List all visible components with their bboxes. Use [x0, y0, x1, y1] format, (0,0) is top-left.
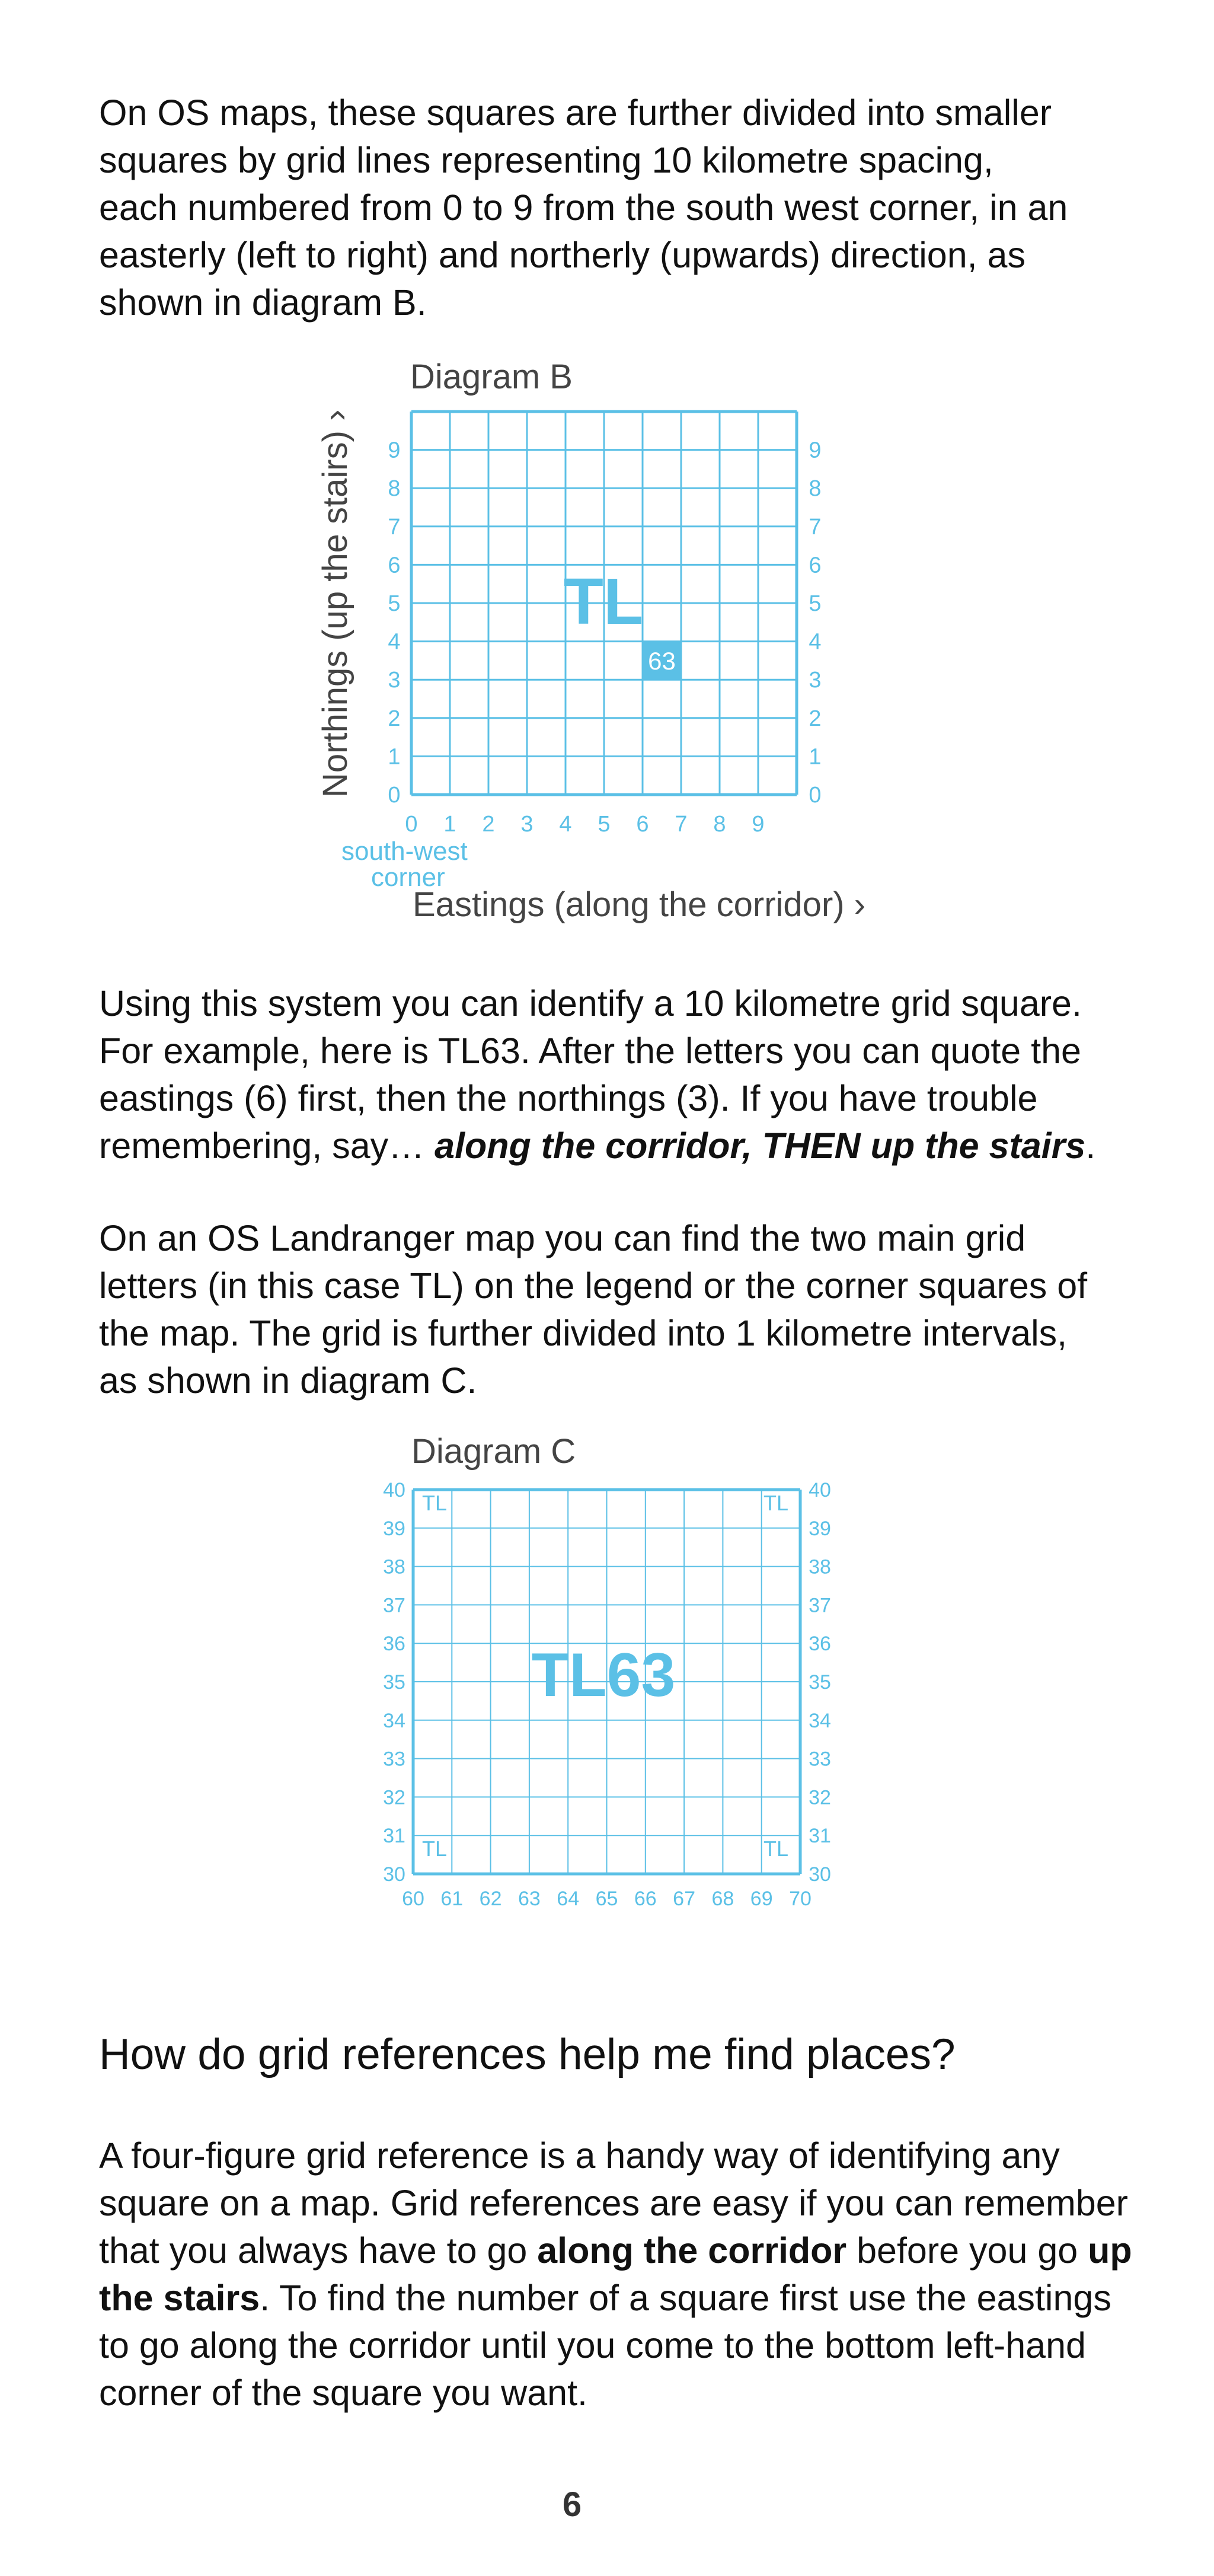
y-tick-label: 0: [388, 783, 401, 808]
text-line: [99, 2274, 1130, 2322]
y-tick-label: 32: [383, 1786, 405, 1809]
y-tick-label: 38: [383, 1555, 405, 1579]
x-tick-label: 61: [440, 1888, 464, 1910]
x-tick-label: 1: [443, 812, 456, 837]
y-tick-label: 8: [809, 476, 822, 502]
text-line: For example, here is TL63. After the letters you can quote the: [99, 1031, 1081, 1071]
y-axis-label: Northings (up the stairs) ›: [316, 409, 354, 798]
y-tick-label: 7: [388, 514, 401, 540]
text-line: as shown in diagram C.: [99, 1360, 477, 1401]
grid-reference-label: TL63: [531, 1641, 676, 1710]
y-tick-label: 39: [383, 1517, 405, 1540]
x-tick-label: 7: [675, 812, 688, 837]
corner-letters-top-left: TL: [422, 1491, 448, 1515]
y-tick-label: 1: [388, 744, 401, 770]
y-tick-label: 4: [388, 629, 401, 655]
grid-reference-paragraph: [99, 2132, 1130, 2416]
y-tick-label: 40: [809, 1479, 831, 1501]
diagram-c-title: Diagram C: [411, 1432, 576, 1471]
y-tick-label: 2: [809, 706, 822, 731]
text-line: each numbered from 0 to 9 from the south west corner, in an: [99, 187, 1068, 228]
y-tick-label: 9: [809, 438, 822, 463]
y-tick-label: 5: [388, 591, 401, 616]
y-tick-label: 31: [809, 1825, 831, 1848]
section-heading: How do grid references help me find places?: [99, 2030, 956, 2078]
y-tick-label: 8: [388, 476, 401, 502]
text-line: corner of the square you want.: [99, 2373, 587, 2413]
y-tick-label: 6: [809, 553, 822, 578]
x-tick-label: 64: [557, 1888, 580, 1910]
y-tick-label: 33: [383, 1748, 405, 1771]
x-tick-label: 0: [405, 812, 418, 837]
x-tick-label: 9: [752, 812, 765, 837]
corner-letters-top-right: TL: [763, 1491, 789, 1515]
y-tick-label: 7: [809, 514, 822, 540]
y-tick-label: 6: [388, 553, 401, 578]
x-tick-label: 70: [789, 1888, 812, 1910]
y-tick-label: 1: [809, 744, 822, 770]
y-tick-label: 0: [809, 783, 822, 808]
text-line: to go along the corridor until you come to the bottom left-hand: [99, 2325, 1086, 2365]
origin-label: south-west: [341, 837, 468, 866]
y-tick-label: 3: [388, 668, 401, 693]
text-line: the map. The grid is further divided into 1 kilometre intervals,: [99, 1313, 1068, 1353]
y-tick-label: 31: [383, 1825, 405, 1848]
y-tick-label: 40: [383, 1479, 405, 1501]
y-tick-label: 5: [809, 591, 822, 616]
bold-phrase: the stairs: [99, 2278, 260, 2318]
mnemonic-emphasis: along the corridor, THEN up the stairs: [435, 1126, 1086, 1166]
y-tick-label: 34: [809, 1709, 831, 1732]
text-line: eastings (6) first, then the northings (3). If you have trouble: [99, 1078, 1038, 1118]
y-tick-label: 4: [809, 629, 822, 655]
highlighted-square-label: 63: [648, 646, 676, 675]
x-tick-label: 8: [713, 812, 726, 837]
text-line: square on a map. Grid references are easy if you can remember: [99, 2183, 1128, 2223]
text-line: On OS maps, these squares are further divided into smaller: [99, 93, 1052, 133]
text-run: that you always have to go: [99, 2230, 538, 2271]
corner-letters-bottom-right: TL: [763, 1837, 789, 1861]
y-tick-label: 36: [383, 1633, 405, 1656]
y-tick-label: 30: [809, 1863, 831, 1886]
y-tick-label: 35: [383, 1671, 405, 1694]
y-tick-label: 34: [383, 1709, 405, 1732]
diagram-c-y-ticks-left: [383, 1479, 405, 1886]
x-tick-label: 63: [517, 1888, 541, 1910]
x-tick-label: 66: [634, 1888, 657, 1910]
text-line: shown in diagram B.: [99, 282, 427, 323]
bold-phrase: up: [1088, 2230, 1132, 2271]
y-tick-label: 32: [809, 1786, 831, 1809]
x-tick-label: 69: [750, 1888, 773, 1910]
y-tick-label: 2: [388, 706, 401, 731]
diagram-c-y-ticks-right: [809, 1479, 831, 1886]
text-line: letters (in this case TL) on the legend or the corner squares of: [99, 1265, 1088, 1306]
x-axis-label: Eastings (along the corridor) ›: [413, 885, 865, 924]
text-run: remembering, say…: [99, 1126, 435, 1166]
x-tick-label: 4: [559, 812, 572, 837]
y-tick-label: 39: [809, 1517, 831, 1540]
y-tick-label: 3: [809, 668, 822, 693]
text-run: before you go: [846, 2230, 1088, 2271]
y-tick-label: 9: [388, 438, 401, 463]
text-line: easterly (left to right) and northerly (upwards) direction, as: [99, 235, 1025, 275]
x-tick-label: 6: [636, 812, 649, 837]
y-tick-label: 33: [809, 1748, 831, 1771]
y-tick-label: 35: [809, 1671, 831, 1694]
grid-letters-label: TL: [563, 565, 644, 638]
diagram-b-title: Diagram B: [410, 358, 573, 396]
origin-label: corner: [371, 863, 445, 892]
text-line: Using this system you can identify a 10 kilometre grid square.: [99, 983, 1082, 1024]
text-run: .: [1085, 1126, 1096, 1166]
x-tick-label: 5: [598, 812, 611, 837]
y-tick-label: 37: [383, 1594, 405, 1617]
text-run: . To find the number of a square first use the eastings: [260, 2278, 1111, 2318]
x-tick-label: 62: [479, 1888, 502, 1910]
corner-letters-bottom-left: TL: [422, 1837, 448, 1861]
bold-phrase: along the corridor: [537, 2230, 847, 2271]
x-tick-label: 65: [595, 1888, 618, 1910]
text-line: squares by grid lines representing 10 kilometre spacing,: [99, 140, 993, 180]
x-tick-label: 68: [711, 1888, 734, 1910]
x-tick-label: 3: [520, 812, 533, 837]
x-tick-label: 60: [402, 1888, 424, 1910]
text-line: [99, 2227, 1130, 2274]
diagram-c-x-ticks: [402, 1888, 812, 1910]
text-line: A four-figure grid reference is a handy way of identifying any: [99, 2135, 1060, 2176]
y-tick-label: 37: [809, 1594, 831, 1617]
x-tick-label: 2: [482, 812, 495, 837]
y-tick-label: 38: [809, 1555, 831, 1579]
y-tick-label: 36: [809, 1633, 831, 1656]
y-tick-label: 30: [383, 1863, 405, 1886]
x-tick-label: 67: [673, 1888, 696, 1910]
text-line: On an OS Landranger map you can find the two main grid: [99, 1218, 1026, 1258]
page-number: 6: [562, 2485, 582, 2524]
